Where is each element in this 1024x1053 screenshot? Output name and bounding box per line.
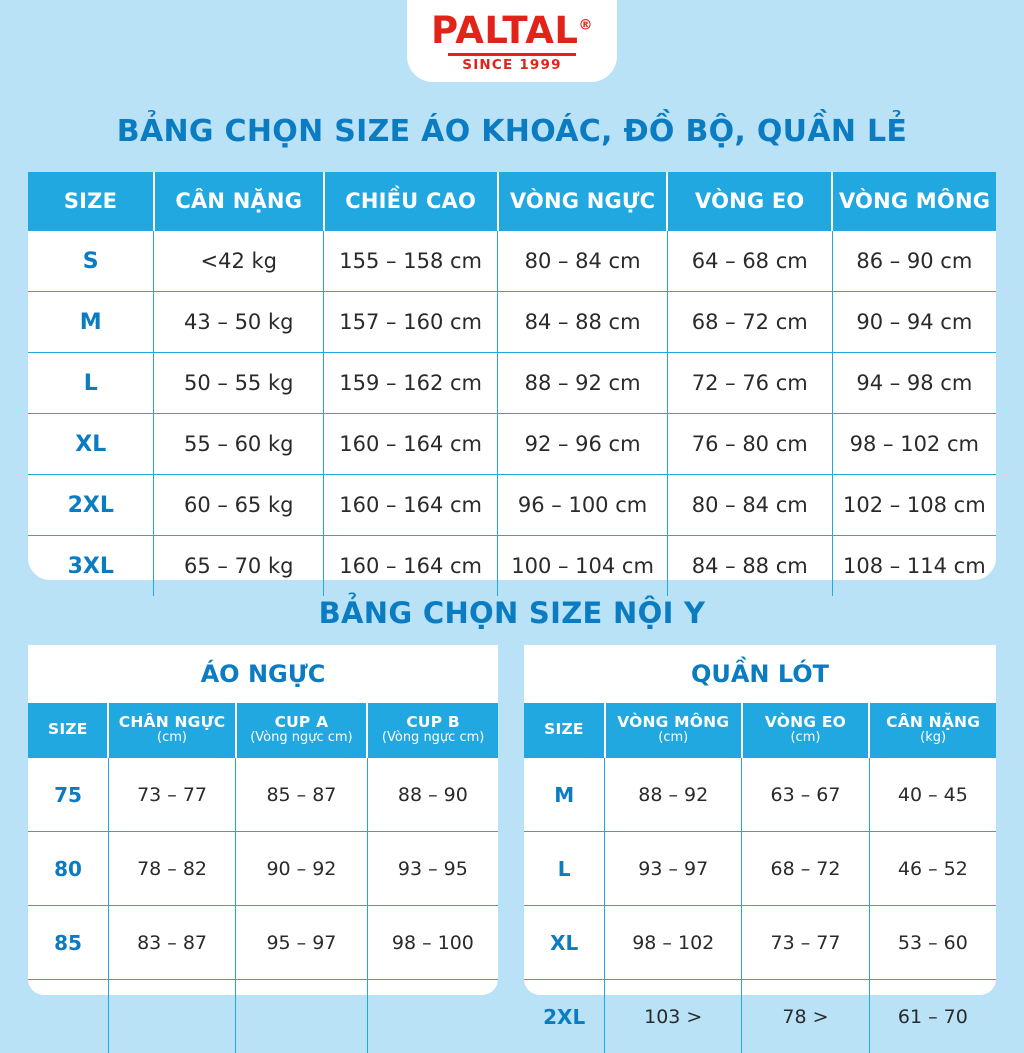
cell-waist: 64 – 68 cm <box>667 231 832 292</box>
header-unit: (kg) <box>871 731 995 746</box>
cell-size: 80 <box>28 832 108 906</box>
main-size-table <box>28 172 996 596</box>
cell-underbust: 73 – 77 <box>108 758 235 832</box>
column-header-cup-a <box>236 703 368 758</box>
panty-size-table-card <box>524 645 996 995</box>
column-header-size <box>28 703 108 758</box>
cell-weight: 46 – 52 <box>869 832 996 906</box>
cell-weight: 50 – 55 kg <box>154 353 324 414</box>
cell-hip: 98 – 102 <box>605 906 742 980</box>
panty-table-caption: QUẦN LÓT <box>524 645 996 703</box>
cell-height: 160 – 164 cm <box>324 414 498 475</box>
cell-height: 155 – 158 cm <box>324 231 498 292</box>
table-row <box>28 292 996 353</box>
cell-weight: 61 – 70 <box>869 980 996 1053</box>
bra-size-table <box>28 703 498 1053</box>
cell-hip: 108 – 114 cm <box>832 536 996 597</box>
cell-size: S <box>28 231 154 292</box>
cell-underbust <box>108 980 235 1053</box>
table-row <box>28 536 996 597</box>
cell-waist: 68 – 72 cm <box>667 292 832 353</box>
header-unit: (cm) <box>110 731 233 746</box>
header-unit: (Vòng ngực cm) <box>238 731 366 746</box>
cell-hip: 93 – 97 <box>605 832 742 906</box>
cell-hip: 88 – 92 <box>605 758 742 832</box>
cell-bust: 92 – 96 cm <box>498 414 668 475</box>
cell-hip: 102 – 108 cm <box>832 475 996 536</box>
column-header-height: CHIỀU CAO <box>324 172 498 231</box>
cell-cup-a: 90 – 92 <box>236 832 368 906</box>
cell-waist: 73 – 77 <box>742 906 870 980</box>
cell-size: XL <box>28 414 154 475</box>
table-row <box>524 832 996 906</box>
table-header-row <box>28 703 498 758</box>
cell-size: 75 <box>28 758 108 832</box>
cell-waist: 63 – 67 <box>742 758 870 832</box>
bra-size-table-card <box>28 645 498 995</box>
main-table-body <box>28 231 996 597</box>
cell-cup-a: 95 – 97 <box>236 906 368 980</box>
main-size-table-card <box>28 172 996 580</box>
cell-hip: 94 – 98 cm <box>832 353 996 414</box>
cell-size: 2XL <box>28 475 154 536</box>
header-label: CUP A <box>238 714 366 731</box>
cell-weight: 65 – 70 kg <box>154 536 324 597</box>
main-table-header <box>28 172 996 231</box>
cell-size: 2XL <box>524 980 605 1053</box>
column-header-bust: VÒNG NGỰC <box>498 172 668 231</box>
brand-tagline: SINCE 1999 <box>462 59 561 73</box>
column-header-underbust <box>108 703 235 758</box>
cell-hip: 86 – 90 cm <box>832 231 996 292</box>
table-row <box>28 414 996 475</box>
table-row <box>524 980 996 1053</box>
cell-waist: 72 – 76 cm <box>667 353 832 414</box>
panty-size-table <box>524 703 996 1053</box>
header-unit: (Vòng ngực cm) <box>369 731 497 746</box>
cell-bust: 84 – 88 cm <box>498 292 668 353</box>
cell-hip: 103 > <box>605 980 742 1053</box>
cell-size: M <box>524 758 605 832</box>
cell-height: 159 – 162 cm <box>324 353 498 414</box>
table-row <box>524 758 996 832</box>
cell-cup-a: 85 – 87 <box>236 758 368 832</box>
cell-cup-b <box>367 980 498 1053</box>
bra-table-header <box>28 703 498 758</box>
column-header-hip <box>605 703 742 758</box>
cell-weight: 53 – 60 <box>869 906 996 980</box>
column-header-hip: VÒNG MÔNG <box>832 172 996 231</box>
cell-size: L <box>28 353 154 414</box>
header-label: SIZE <box>525 721 603 738</box>
cell-size <box>28 980 108 1053</box>
logo-divider <box>448 53 576 56</box>
registered-trademark-icon: ® <box>578 17 593 33</box>
header-label: CHÂN NGỰC <box>110 714 233 731</box>
main-table-title: BẢNG CHỌN SIZE ÁO KHOÁC, ĐỒ BỘ, QUẦN LẺ <box>0 114 1024 149</box>
cell-cup-a <box>236 980 368 1053</box>
cell-bust: 88 – 92 cm <box>498 353 668 414</box>
cell-size: L <box>524 832 605 906</box>
bra-table-body <box>28 758 498 1053</box>
cell-weight: <42 kg <box>154 231 324 292</box>
header-label: VÒNG EO <box>744 714 868 731</box>
column-header-waist: VÒNG EO <box>667 172 832 231</box>
cell-cup-b: 88 – 90 <box>367 758 498 832</box>
cell-hip: 98 – 102 cm <box>832 414 996 475</box>
table-row <box>524 906 996 980</box>
cell-height: 160 – 164 cm <box>324 475 498 536</box>
cell-height: 160 – 164 cm <box>324 536 498 597</box>
cell-bust: 96 – 100 cm <box>498 475 668 536</box>
table-row <box>28 758 498 832</box>
cell-size: XL <box>524 906 605 980</box>
cell-underbust: 83 – 87 <box>108 906 235 980</box>
table-row <box>28 475 996 536</box>
table-header-row <box>524 703 996 758</box>
header-unit: (cm) <box>607 731 740 746</box>
header-label: VÒNG MÔNG <box>607 714 740 731</box>
column-header-weight: CÂN NẶNG <box>154 172 324 231</box>
bra-table-caption: ÁO NGỰC <box>28 645 498 703</box>
column-header-size <box>524 703 605 758</box>
cell-weight: 60 – 65 kg <box>154 475 324 536</box>
cell-bust: 100 – 104 cm <box>498 536 668 597</box>
cell-size: M <box>28 292 154 353</box>
cell-waist: 68 – 72 <box>742 832 870 906</box>
cell-cup-b: 93 – 95 <box>367 832 498 906</box>
header-label: CUP B <box>369 714 497 731</box>
header-label: CÂN NẶNG <box>871 714 995 731</box>
cell-height: 157 – 160 cm <box>324 292 498 353</box>
header-label: SIZE <box>29 721 106 738</box>
cell-size: 85 <box>28 906 108 980</box>
column-header-size: SIZE <box>28 172 154 231</box>
cell-hip: 90 – 94 cm <box>832 292 996 353</box>
cell-waist: 76 – 80 cm <box>667 414 832 475</box>
column-header-weight <box>869 703 996 758</box>
brand-logo <box>407 0 617 82</box>
cell-waist: 80 – 84 cm <box>667 475 832 536</box>
innerwear-table-title: BẢNG CHỌN SIZE NỘI Y <box>0 596 1024 630</box>
cell-cup-b: 98 – 100 <box>367 906 498 980</box>
header-unit: (cm) <box>744 731 868 746</box>
column-header-cup-b <box>367 703 498 758</box>
table-row <box>28 906 498 980</box>
table-row <box>28 353 996 414</box>
cell-bust: 80 – 84 cm <box>498 231 668 292</box>
column-header-waist <box>742 703 870 758</box>
brand-name <box>431 12 593 49</box>
cell-weight: 40 – 45 <box>869 758 996 832</box>
cell-weight: 55 – 60 kg <box>154 414 324 475</box>
table-row <box>28 231 996 292</box>
panty-table-header <box>524 703 996 758</box>
cell-underbust: 78 – 82 <box>108 832 235 906</box>
panty-table-body <box>524 758 996 1053</box>
cell-weight: 43 – 50 kg <box>154 292 324 353</box>
cell-waist: 84 – 88 cm <box>667 536 832 597</box>
table-row-empty <box>28 980 498 1053</box>
table-header-row <box>28 172 996 231</box>
cell-size: 3XL <box>28 536 154 597</box>
brand-name-text: PALTAL <box>431 9 578 52</box>
cell-waist: 78 > <box>742 980 870 1053</box>
table-row <box>28 832 498 906</box>
